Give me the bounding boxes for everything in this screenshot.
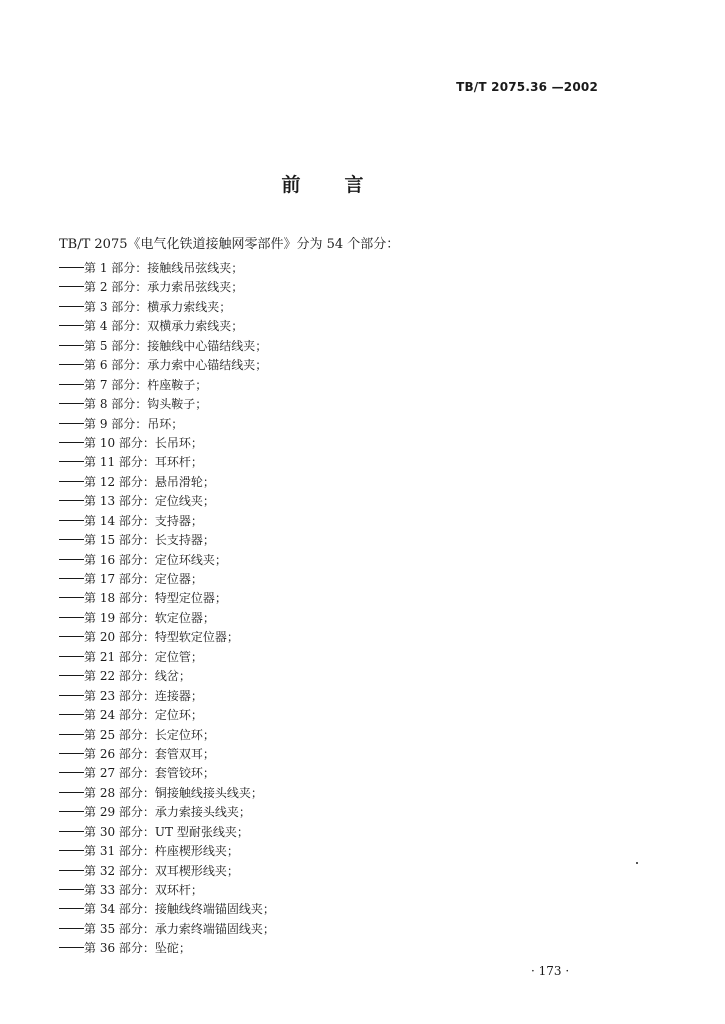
parts-list — [59, 259, 275, 959]
list-item-text: 第 4 部分：双横承力索线夹； — [84, 319, 244, 334]
list-item-text: 第 19 部分：软定位器； — [84, 610, 215, 625]
em-dash — [59, 675, 84, 676]
list-item-text: 第 18 部分：特型定位器； — [84, 591, 227, 606]
list-item-text: 第 8 部分：钩头鞍子； — [84, 397, 208, 412]
list-item — [59, 784, 275, 803]
list-item — [59, 531, 275, 550]
list-item — [59, 803, 275, 822]
list-item-text: 第 11 部分：耳环杆； — [84, 455, 203, 470]
list-item — [59, 376, 275, 395]
em-dash — [59, 286, 84, 287]
em-dash — [59, 500, 84, 501]
list-item — [59, 317, 275, 336]
list-item — [59, 823, 275, 842]
em-dash — [59, 559, 84, 560]
em-dash — [59, 792, 84, 793]
em-dash — [59, 520, 84, 521]
list-item — [59, 764, 275, 783]
list-item-text: 第 34 部分：接触线终端锚固线夹； — [84, 902, 275, 917]
list-item — [59, 862, 275, 881]
list-item-text: 第 10 部分：长吊环； — [84, 435, 203, 450]
list-item-text: 第 9 部分：吊环； — [84, 416, 184, 431]
list-item-text: 第 31 部分：杵座楔形线夹； — [84, 844, 239, 859]
list-item — [59, 667, 275, 686]
list-item — [59, 492, 275, 511]
list-item — [59, 726, 275, 745]
list-item — [59, 706, 275, 725]
em-dash — [59, 423, 84, 424]
em-dash — [59, 928, 84, 929]
list-item-text: 第 33 部分：双环杆； — [84, 883, 203, 897]
list-item — [59, 278, 275, 297]
list-item — [59, 259, 275, 278]
list-item-text: 第 21 部分：定位管； — [84, 649, 203, 664]
em-dash — [59, 772, 84, 773]
list-item — [59, 512, 275, 531]
em-dash — [59, 617, 84, 618]
list-item-text: 第 28 部分：铜接触线接头线夹； — [84, 785, 263, 800]
list-item-text: 第 3 部分：横承力索线夹； — [84, 299, 232, 314]
list-item-text: 第 1 部分：接触线吊弦线夹； — [84, 261, 244, 275]
list-item — [59, 881, 275, 900]
list-item-text: 第 15 部分：长支持器； — [84, 533, 215, 548]
list-item-text: 第 23 部分：连接器； — [84, 688, 203, 703]
list-item-text: 第 2 部分：承力索吊弦线夹； — [84, 280, 244, 295]
list-item — [59, 473, 275, 492]
list-item — [59, 298, 275, 317]
list-item — [59, 842, 275, 861]
list-item — [59, 434, 275, 453]
em-dash — [59, 442, 84, 443]
em-dash — [59, 306, 84, 307]
list-item — [59, 939, 275, 958]
standard-number: TB/T 2075.36 —2002 — [456, 80, 598, 94]
list-item — [59, 415, 275, 434]
list-item — [59, 551, 275, 570]
list-item-text: 第 12 部分：悬吊滑轮； — [84, 474, 215, 489]
em-dash — [59, 908, 84, 909]
list-item — [59, 337, 275, 356]
em-dash — [59, 539, 84, 540]
em-dash — [59, 364, 84, 365]
list-item — [59, 453, 275, 472]
list-item — [59, 687, 275, 706]
list-item-text: 第 24 部分：定位环； — [84, 708, 203, 723]
list-item-text: 第 29 部分：承力索接头线夹； — [84, 805, 251, 820]
em-dash — [59, 831, 84, 832]
list-item-text: 第 27 部分：套管铰环； — [84, 766, 215, 781]
em-dash — [59, 947, 84, 948]
list-item — [59, 648, 275, 667]
em-dash — [59, 267, 84, 268]
em-dash — [59, 889, 84, 890]
list-item-text: 第 30 部分：UT 型耐张线夹； — [84, 824, 249, 839]
list-item — [59, 745, 275, 764]
list-item-text: 第 32 部分：双耳楔形线夹； — [84, 863, 239, 878]
list-item — [59, 395, 275, 414]
list-item-text: 第 14 部分：支持器； — [84, 513, 203, 528]
em-dash — [59, 481, 84, 482]
em-dash — [59, 345, 84, 346]
em-dash — [59, 695, 84, 696]
list-item — [59, 609, 275, 628]
em-dash — [59, 325, 84, 326]
list-item-text: 第 7 部分：杵座鞍子； — [84, 377, 208, 392]
em-dash — [59, 850, 84, 851]
em-dash — [59, 403, 84, 404]
list-item — [59, 570, 275, 589]
list-item-text: 第 22 部分：线岔； — [84, 669, 191, 684]
em-dash — [59, 578, 84, 579]
em-dash — [59, 656, 84, 657]
page-title: 前言 — [281, 174, 408, 196]
list-item-text: 第 35 部分：承力索终端锚固线夹； — [84, 921, 275, 936]
list-item-text: 第 5 部分：接触线中心锚结线夹； — [84, 338, 268, 353]
em-dash — [59, 597, 84, 598]
em-dash — [59, 811, 84, 812]
em-dash — [59, 636, 84, 637]
list-item-text: 第 6 部分：承力索中心锚结线夹； — [84, 358, 268, 373]
list-item-text: 第 26 部分：套管双耳； — [84, 746, 215, 761]
list-item — [59, 900, 275, 919]
em-dash — [59, 870, 84, 871]
list-item — [59, 589, 275, 608]
em-dash — [59, 734, 84, 735]
page-number: · 173 · — [531, 964, 570, 978]
list-item-text: 第 17 部分：定位器； — [84, 572, 203, 586]
list-item-text: 第 20 部分：特型软定位器； — [84, 630, 239, 645]
list-item-text: 第 25 部分：长定位环； — [84, 727, 215, 742]
intro-paragraph: TB/T 2075《电气化铁道接触网零部件》分为 54 个部分： — [59, 237, 400, 252]
em-dash — [59, 384, 84, 385]
scan-speck — [636, 862, 638, 864]
list-item-text: 第 36 部分：坠砣； — [84, 941, 191, 956]
em-dash — [59, 753, 84, 754]
em-dash — [59, 461, 84, 462]
list-item-text: 第 16 部分：定位环线夹； — [84, 552, 227, 567]
em-dash — [59, 714, 84, 715]
list-item — [59, 356, 275, 375]
list-item-text: 第 13 部分：定位线夹； — [84, 494, 215, 509]
list-item — [59, 920, 275, 939]
list-item — [59, 628, 275, 647]
